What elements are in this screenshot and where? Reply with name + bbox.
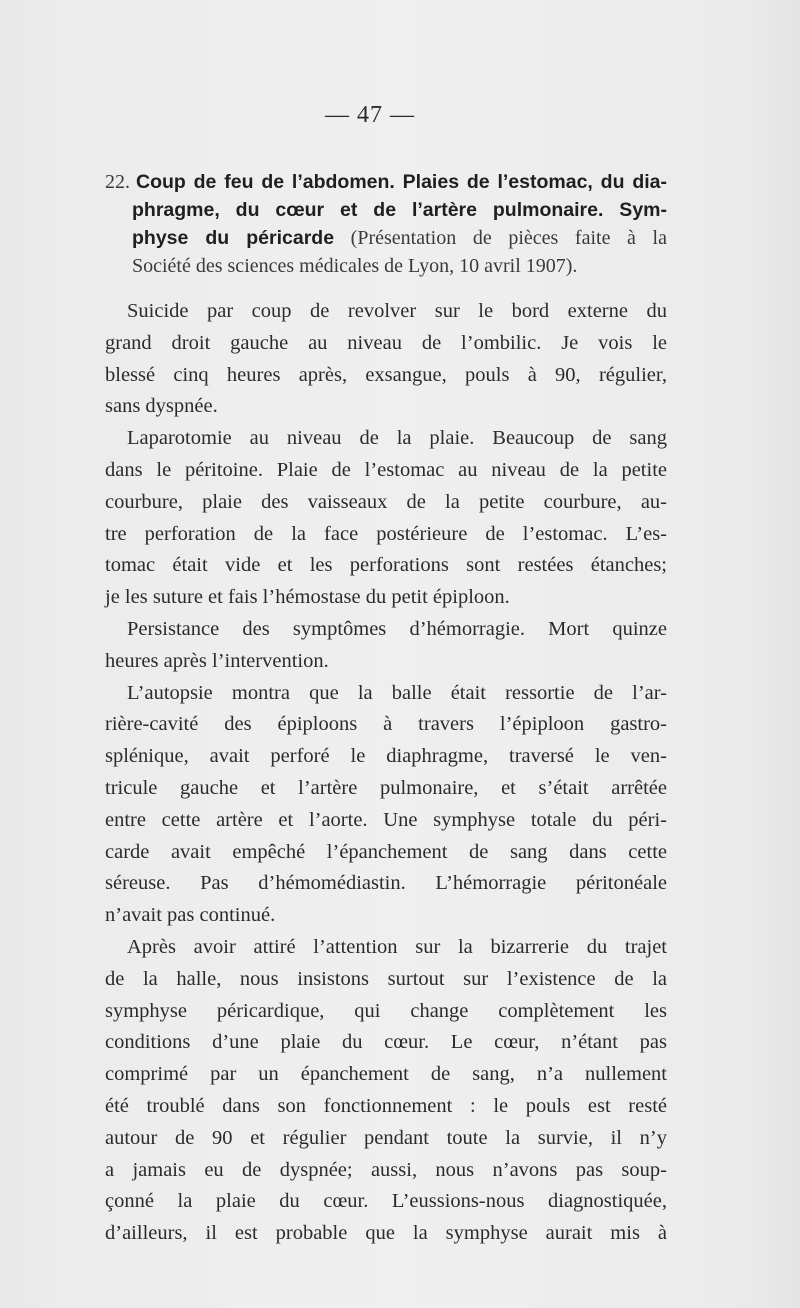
text-line: tomac était vide et les perforations sont restées étanches; — [105, 554, 667, 577]
heading-line — [105, 168, 667, 196]
text-line: conditions d’une plaie du cœur. Le cœur, n’étant pas — [105, 1031, 667, 1054]
heading-title-part: Coup de feu de l’abdomen. Plaies de l’estomac, du dia- — [136, 171, 667, 193]
text-line: Laparotomie au niveau de la plaie. Beaucoup de sang — [127, 427, 667, 450]
heading-title-part: physe du péricarde — [132, 227, 335, 249]
body-text — [105, 296, 667, 1250]
page-number: — 47 — — [325, 102, 415, 128]
section-number: 22. — [105, 171, 130, 193]
text-line: autour de 90 et régulier pendant toute la survie, il n’y — [105, 1126, 667, 1149]
section-heading — [105, 168, 667, 280]
text-line: de la halle, nous insistons surtout sur l’existence de la — [105, 967, 667, 990]
text-line: blessé cinq heures après, exsangue, pouls à 90, régulier, — [105, 363, 667, 386]
text-line: je les suture et fais l’hémostase du petit épiploon. — [105, 586, 510, 609]
heading-line — [105, 224, 667, 252]
text-line: entre cette artère et l’aorte. Une symphyse totale du péri- — [105, 808, 667, 831]
text-line: L’autopsie montra que la balle était ressortie de l’ar- — [127, 681, 667, 704]
heading-note: (Présentation de pièces faite à la — [334, 227, 667, 249]
text-line: Suicide par coup de revolver sur le bord externe du — [127, 300, 667, 322]
text-line: d’ailleurs, il est probable que la symphyse aurait mis à — [105, 1222, 667, 1245]
text-line: rière-cavité des épiploons à travers l’épiploon gastro- — [105, 713, 667, 736]
text-line: carde avait empêché l’épanchement de sang dans cette — [105, 840, 667, 863]
text-line: dans le péritoine. Plaie de l’estomac au niveau de la petite — [105, 458, 667, 481]
heading-line — [105, 196, 667, 224]
text-line: courbure, plaie des vaisseaux de la petite courbure, au- — [105, 490, 667, 513]
text-line: Persistance des symptômes d’hémorragie. Mort quinze — [127, 617, 667, 640]
text-line: symphyse péricardique, qui change complètement les — [105, 999, 667, 1022]
text-line: n’avait pas continué. — [105, 904, 276, 927]
heading-line — [105, 252, 667, 280]
text-line: tricule gauche et l’artère pulmonaire, et s’était arrêtée — [105, 776, 667, 799]
text-line: comprimé par un épanchement de sang, n’a nullement — [105, 1063, 667, 1086]
text-line: séreuse. Pas d’hémomédiastin. L’hémorragie péritonéale — [105, 872, 667, 895]
text-line: a jamais eu de dyspnée; aussi, nous n’avons pas soup- — [105, 1158, 667, 1181]
text-line: splénique, avait perforé le diaphragme, traversé le ven- — [105, 745, 667, 768]
text-line: sans dyspnée. — [105, 395, 218, 418]
paragraph — [105, 678, 667, 932]
paragraph — [105, 423, 667, 614]
text-line: été troublé dans son fonctionnement : le pouls est resté — [105, 1094, 667, 1117]
paragraph — [105, 614, 667, 678]
text-line: çonné la plaie du cœur. L’eussions-nous diagnostiquée, — [105, 1190, 667, 1213]
text-line: grand droit gauche au niveau de l’ombilic. Je vois le — [105, 331, 667, 354]
heading-title-part: phragme, du cœur et de l’artère pulmonaire. Sym- — [132, 199, 667, 221]
paragraph — [105, 296, 667, 423]
text-line: tre perforation de la face postérieure de l’estomac. L’es- — [105, 522, 667, 545]
text-line: heures après l’intervention. — [105, 649, 329, 672]
heading-note: Société des sciences médicales de Lyon, 10 avril 1907). — [132, 255, 578, 277]
text-line: Après avoir attiré l’attention sur la bizarrerie du trajet — [127, 935, 667, 958]
paragraph — [105, 932, 667, 1250]
